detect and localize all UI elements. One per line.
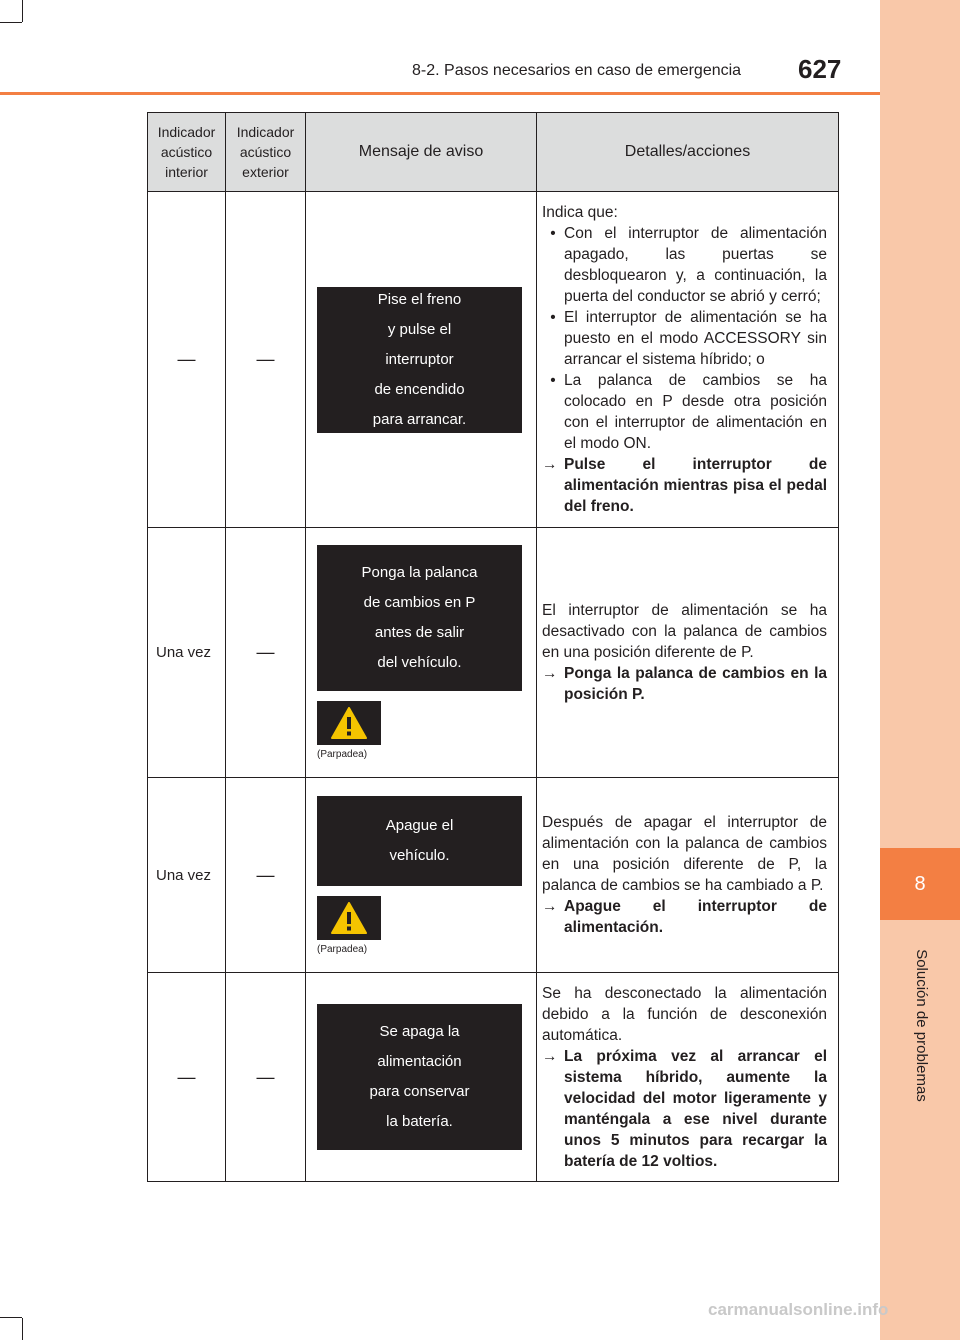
details-action: [542, 454, 827, 517]
details-intro: Indica que:: [542, 204, 618, 221]
table-row: [148, 192, 839, 528]
crop-mark: [0, 22, 22, 23]
message-cell: [306, 778, 537, 973]
details-cell: [537, 192, 839, 528]
table-row: [148, 973, 839, 1182]
message-line: del vehículo.: [377, 654, 462, 671]
header-message: Mensaje de aviso: [306, 113, 537, 192]
header-interior-label: Indicador acústico interior: [157, 124, 216, 180]
interior-indicator: Una vez: [148, 778, 226, 973]
header-exterior: [226, 113, 306, 192]
header-exterior-label: Indicador acústico exterior: [236, 124, 295, 180]
warning-indicator: [317, 896, 536, 955]
header-rule: [0, 92, 880, 95]
exterior-indicator: —: [226, 778, 306, 973]
details-action: [542, 663, 827, 705]
page-number: 627: [798, 54, 842, 84]
message-line: antes de salir: [374, 624, 465, 641]
bullet-text: La palanca de cambios se ha colocado en P desde otra posición con el interruptor de alimentación en el modo ON.: [564, 372, 827, 452]
message-line: Ponga la palanca: [361, 564, 478, 581]
warning-message-display: [317, 287, 522, 433]
message-cell: [306, 973, 537, 1182]
bullet-text: El interruptor de alimentación se ha puesto en el modo ACCESSORY sin arrancar el sistema híbrido; o: [564, 309, 827, 368]
message-line: Apague el: [385, 816, 454, 834]
section-title: 8-2. Pasos necesarios en caso de emergencia: [412, 62, 742, 79]
table-row: [148, 528, 839, 778]
message-line: vehículo.: [389, 846, 450, 864]
message-line: y pulse el: [387, 320, 452, 338]
arrow-icon: →: [542, 898, 558, 915]
message-line: Se apaga la: [379, 1023, 460, 1040]
message-line: interruptor: [385, 350, 454, 368]
bullet-text: Con el interruptor de alimentación apagado, las puertas se desbloquearon y, a continuación, la puerta del conductor se abrió y cerró;: [564, 225, 827, 305]
warning-message-display: [317, 796, 522, 886]
details-bullet: [542, 223, 827, 307]
details-bullet: [542, 370, 827, 454]
header-interior: [148, 113, 226, 192]
action-text: Pulse el interruptor de alimentación mientras pisa el pedal del freno.: [564, 456, 827, 515]
message-line: Pise el freno: [377, 290, 462, 308]
message-line: alimentación: [377, 1053, 462, 1070]
message-cell: [306, 192, 537, 528]
message-line: de cambios en P: [363, 594, 476, 611]
arrow-icon: →: [542, 1047, 558, 1065]
crop-mark: [0, 1317, 22, 1318]
warning-triangle-icon: [317, 896, 381, 940]
chapter-number: 8: [914, 872, 926, 895]
details-text: Después de apagar el interruptor de alimentación con la palanca de cambios en una posición diferente de P, la palanca de cambios se ha cambiado a P.: [542, 814, 827, 894]
interior-indicator: —: [148, 192, 226, 528]
message-line: para arrancar.: [372, 410, 467, 428]
bullet-mark: •: [550, 225, 556, 242]
bullet-mark: •: [550, 372, 556, 389]
message-line: la batería.: [386, 1113, 453, 1130]
bullet-mark: •: [550, 309, 556, 326]
warning-indicator: [317, 701, 536, 760]
details-cell: [537, 778, 839, 973]
warning-table: [147, 112, 839, 1182]
crop-mark: [22, 0, 23, 22]
header-details: Detalles/acciones: [537, 113, 839, 192]
action-text: La próxima vez al arrancar el sistema híbrido, aumente la velocidad del motor ligeramente y manténgala a ese nivel durante unos 5 minutos para recargar la batería de 12 voltios.: [564, 1047, 827, 1170]
table-header-row: [148, 113, 839, 192]
details-cell: [537, 973, 839, 1182]
exterior-indicator: —: [226, 973, 306, 1182]
warning-caption: (Parpadea): [317, 943, 368, 955]
action-text: Apague el interruptor de alimentación.: [564, 898, 827, 936]
message-line: de encendido: [374, 380, 465, 398]
interior-indicator: Una vez: [148, 528, 226, 778]
warning-message-display: [317, 545, 522, 691]
exterior-indicator: —: [226, 192, 306, 528]
details-text: El interruptor de alimentación se ha desactivado con la palanca de cambios en una posición diferente de P.: [542, 602, 827, 661]
arrow-icon: →: [542, 456, 558, 473]
interior-indicator: —: [148, 973, 226, 1182]
warning-caption: (Parpadea): [317, 749, 368, 760]
message-cell: [306, 528, 537, 778]
message-line: para conservar: [369, 1083, 470, 1100]
chapter-side-tab: [880, 0, 960, 1340]
table-row: [148, 778, 839, 973]
details-action: [542, 1046, 827, 1172]
watermark: carmanualsonline.info: [708, 1300, 889, 1319]
exterior-indicator: —: [226, 528, 306, 778]
action-text: Ponga la palanca de cambios en la posición P.: [564, 665, 827, 703]
details-bullet: [542, 307, 827, 370]
chapter-label-wrap: [906, 930, 936, 1120]
details-action: [542, 896, 827, 938]
crop-mark: [22, 1318, 23, 1340]
warning-message-display: [317, 1004, 522, 1150]
details-text: Se ha desconectado la alimentación debido a la función de desconexión automática.: [542, 984, 827, 1044]
chapter-label: Solución de problemas: [912, 948, 930, 1102]
arrow-icon: →: [542, 665, 558, 682]
warning-triangle-icon: [317, 701, 381, 745]
details-cell: [537, 528, 839, 778]
